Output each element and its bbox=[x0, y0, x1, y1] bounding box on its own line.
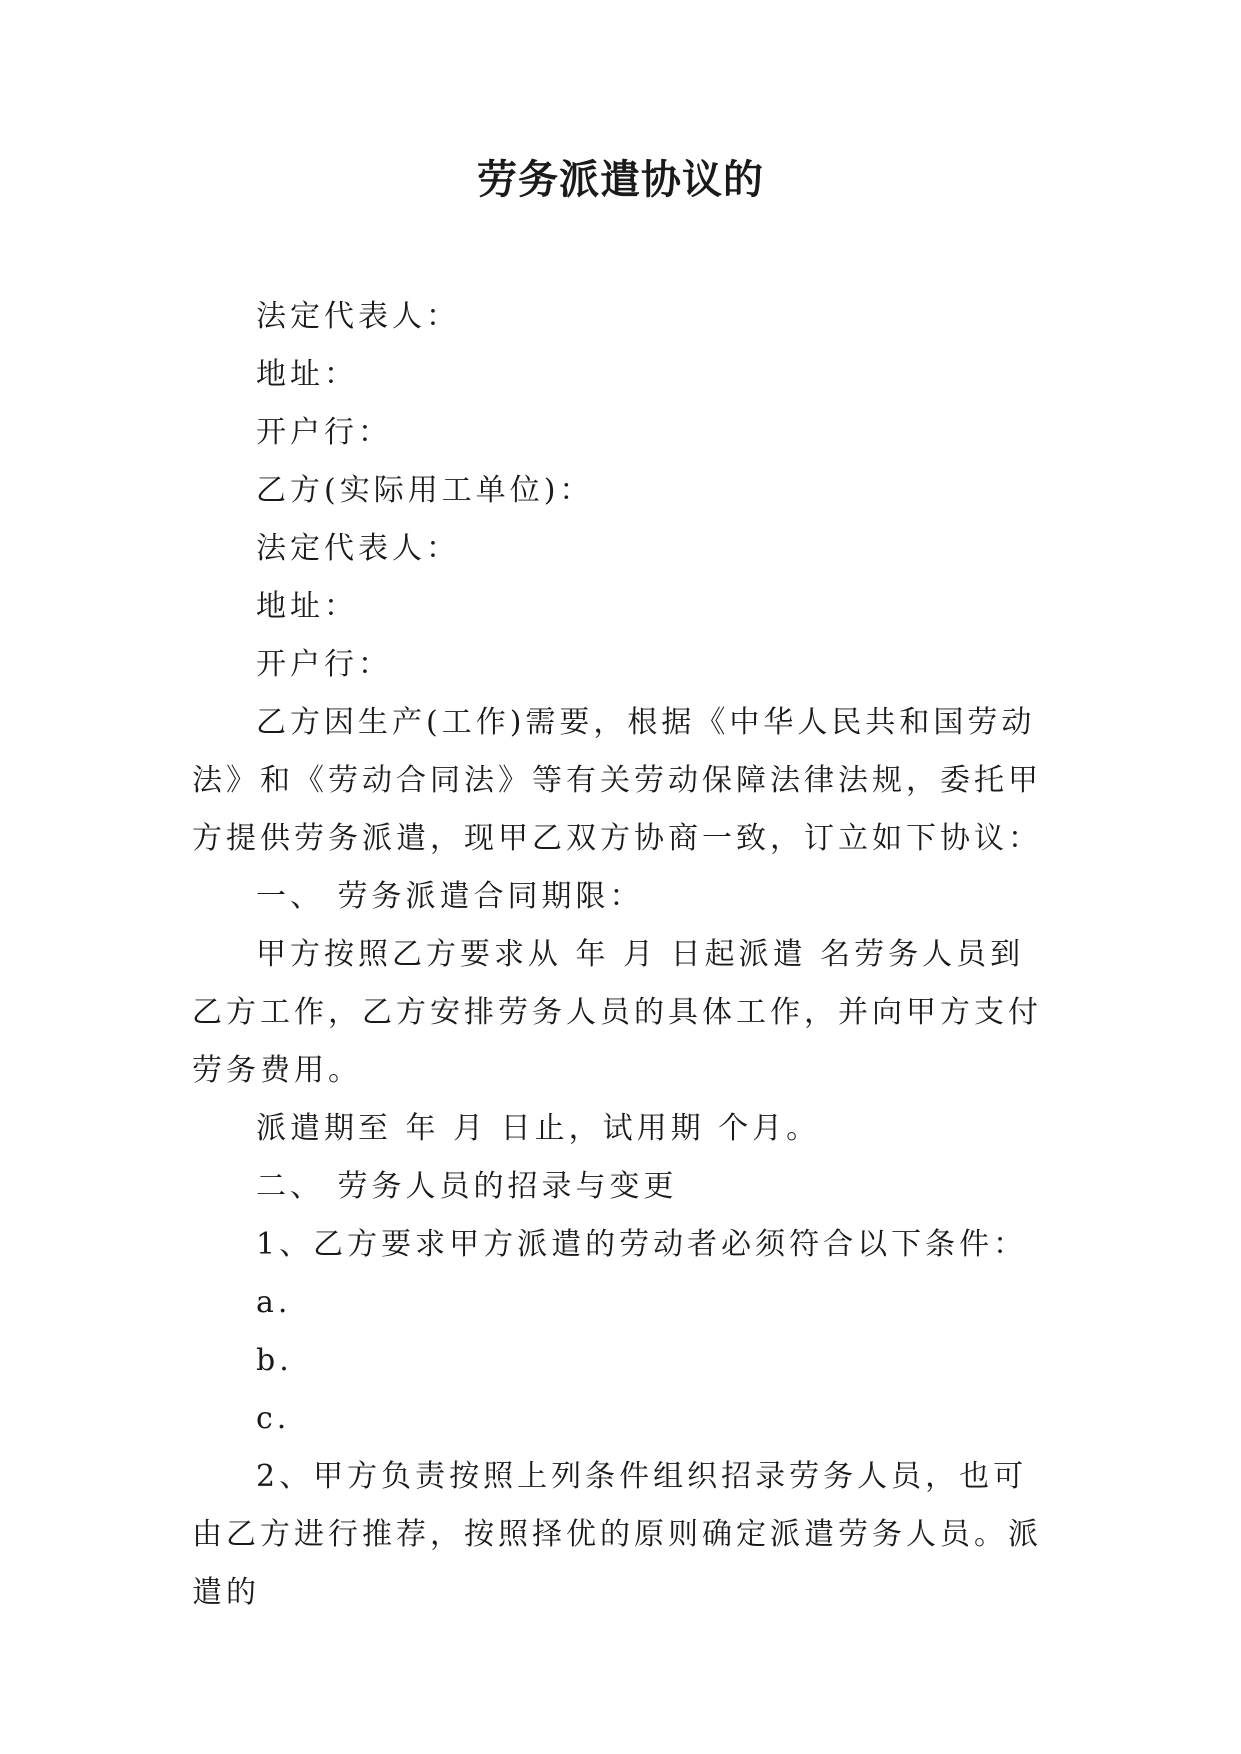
paragraph-legal-rep-b: 法定代表人： bbox=[256, 531, 460, 566]
paragraph-party-b: 乙方(实际用工单位)： bbox=[256, 473, 594, 508]
list-item-b: b. bbox=[256, 1343, 293, 1378]
document-body bbox=[192, 288, 1050, 1622]
paragraph-recruitment-duty: 2、甲方负责按照上列条件组织招录劳务人员，也可由乙方进行推荐，按照择优的原则确定派遣劳务人员。派遣的 bbox=[192, 1459, 1042, 1610]
paragraph-bank-a: 开户行： bbox=[256, 415, 392, 450]
list-item-a: a. bbox=[256, 1285, 292, 1320]
paragraph-bank-b: 开户行： bbox=[256, 647, 392, 682]
paragraph-legal-rep-a: 法定代表人： bbox=[256, 299, 460, 334]
paragraph-preamble: 乙方因生产(工作)需要，根据《中华人民共和国劳动法》和《劳动合同法》等有关劳动保障法律法规，委托甲方提供劳务派遣，现甲乙双方协商一致，订立如下协议： bbox=[192, 705, 1042, 856]
paragraph-conditions: 1、乙方要求甲方派遣的劳动者必须符合以下条件： bbox=[256, 1227, 1028, 1262]
list-item-c: c. bbox=[256, 1401, 291, 1436]
document-title: 劳务派遣协议的 bbox=[477, 157, 764, 203]
paragraph-dispatch-period: 派遣期至 年 月 日止，试用期 个月。 bbox=[256, 1111, 821, 1146]
paragraph-dispatch-start: 甲方按照乙方要求从 年 月 日起派遣 名劳务人员到乙方工作，乙方安排劳务人员的具体工作，并向甲方支付劳务费用。 bbox=[192, 937, 1042, 1088]
paragraph-address-a: 地址： bbox=[256, 357, 358, 392]
section-heading-recruitment: 二、 劳务人员的招录与变更 bbox=[256, 1169, 678, 1204]
paragraph-address-b: 地址： bbox=[256, 589, 358, 624]
section-heading-term: 一、 劳务派遣合同期限： bbox=[256, 879, 644, 914]
